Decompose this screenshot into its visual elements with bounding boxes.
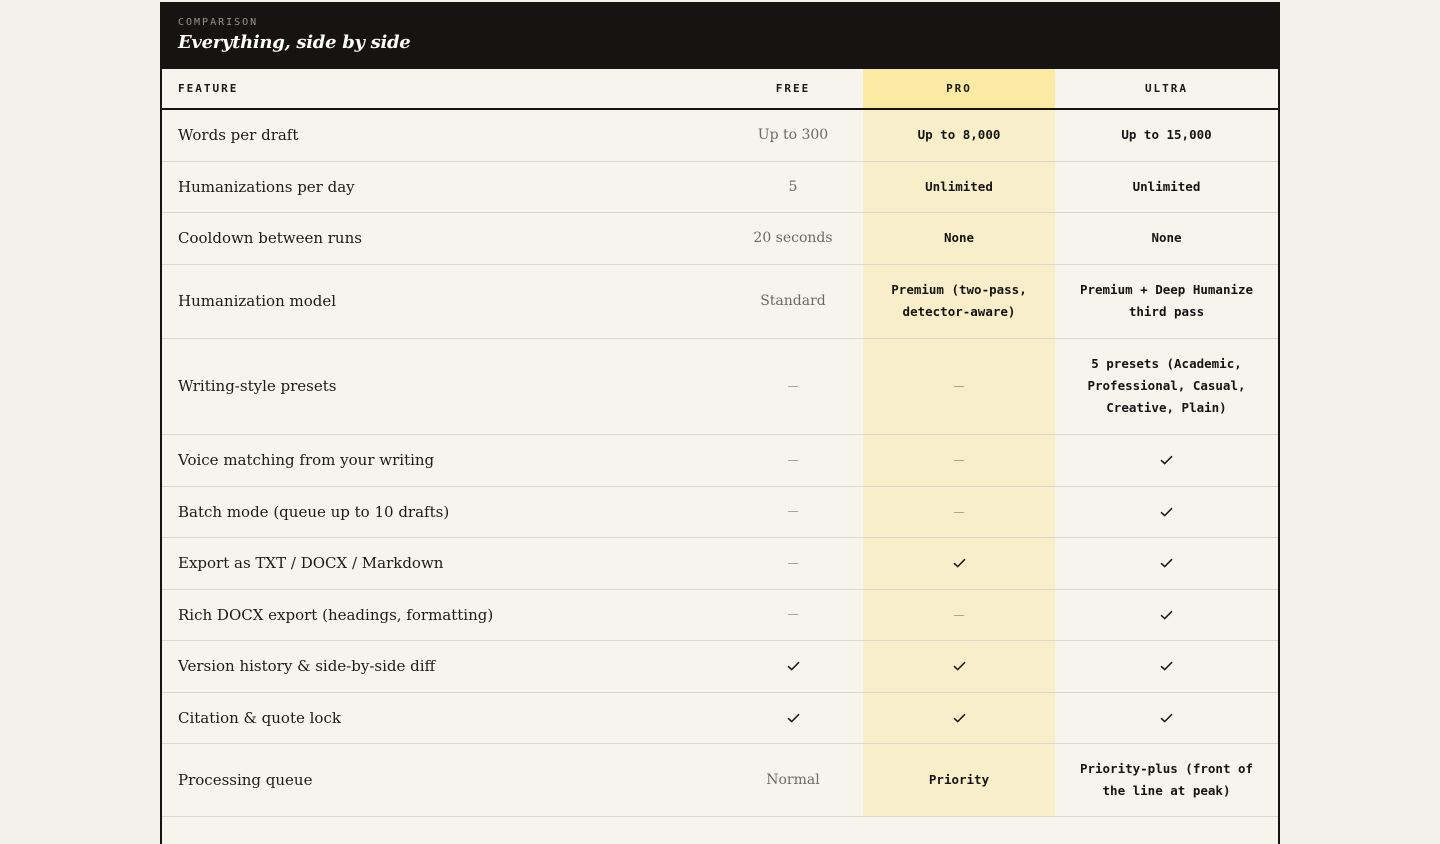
ultra-value: Unlimited xyxy=(1132,178,1201,194)
check-icon xyxy=(1055,507,1278,517)
pro-cell xyxy=(863,109,1055,161)
feature-label: Export as TXT / DOCX / Markdown xyxy=(162,537,723,589)
feature-label: Words per draft xyxy=(162,109,723,161)
not-included-dash xyxy=(788,511,798,512)
table-row xyxy=(162,161,1278,212)
pro-cell xyxy=(863,486,1055,537)
free-cell xyxy=(723,338,863,434)
table-row xyxy=(162,109,1278,161)
not-included-dash xyxy=(788,386,798,387)
ultra-cell xyxy=(1055,212,1278,264)
ultra-cell xyxy=(1055,109,1278,161)
ultra-cell xyxy=(1055,692,1278,743)
ultra-cell xyxy=(1055,486,1278,537)
pro-cell xyxy=(863,692,1055,743)
check-icon xyxy=(1055,661,1278,671)
ultra-cell xyxy=(1055,743,1278,816)
check-icon xyxy=(723,713,863,723)
column-header-feature: FEATURE xyxy=(162,69,723,109)
feature-label: Cooldown between runs xyxy=(162,212,723,264)
ultra-cell xyxy=(1055,161,1278,212)
section-title: Everything, side by side xyxy=(178,32,411,53)
column-header-ultra: ULTRA xyxy=(1055,69,1278,109)
check-icon xyxy=(1055,610,1278,620)
comparison-card xyxy=(160,2,1280,844)
feature-label: Version history & side-by-side diff xyxy=(162,640,723,692)
free-cell xyxy=(723,434,863,486)
pro-cell xyxy=(863,161,1055,212)
not-included-dash xyxy=(954,512,964,513)
ultra-value: Priority-plus (front of the line at peak) xyxy=(1079,760,1254,798)
ultra-cell xyxy=(1055,338,1278,434)
column-header-free: FREE xyxy=(723,69,863,109)
ultra-cell xyxy=(1055,264,1278,338)
ultra-value: 5 presets (Academic, Professional, Casual, Creative, Plain) xyxy=(1087,356,1246,415)
free-value: Standard xyxy=(760,293,826,309)
free-value: Up to 300 xyxy=(757,127,829,144)
table-row xyxy=(162,537,1278,589)
check-icon xyxy=(723,661,863,671)
free-value: 5 xyxy=(788,178,798,195)
pro-value: Unlimited xyxy=(925,178,993,194)
not-included-dash xyxy=(954,460,964,461)
check-icon xyxy=(863,661,1055,671)
pro-value: None xyxy=(943,230,975,245)
free-cell xyxy=(723,537,863,589)
free-cell xyxy=(723,640,863,692)
free-cell xyxy=(723,161,863,212)
table-row xyxy=(162,640,1278,692)
feature-label: Rich DOCX export (headings, formatting) xyxy=(162,589,723,640)
free-cell xyxy=(723,692,863,743)
table-row xyxy=(162,212,1278,264)
free-cell xyxy=(723,743,863,816)
pro-value: Up to 8,000 xyxy=(917,127,1001,143)
ultra-cell xyxy=(1055,434,1278,486)
table-row xyxy=(162,486,1278,537)
not-included-dash xyxy=(954,386,964,387)
feature-label: Humanization model xyxy=(162,264,723,338)
pro-value: Premium (two-pass, detector-aware) xyxy=(891,282,1027,319)
feature-label: Processing queue xyxy=(162,743,723,816)
free-cell xyxy=(723,589,863,640)
ultra-value: None xyxy=(1151,230,1182,245)
table-row xyxy=(162,338,1278,434)
ultra-value: Premium + Deep Humanize third pass xyxy=(1079,282,1254,319)
pro-cell xyxy=(863,537,1055,589)
table-row xyxy=(162,589,1278,640)
comparison-table xyxy=(162,69,1278,817)
feature-label: Humanizations per day xyxy=(162,161,723,212)
free-cell xyxy=(723,109,863,161)
ultra-cell xyxy=(1055,640,1278,692)
table-row xyxy=(162,264,1278,338)
free-value: Normal xyxy=(766,771,820,788)
feature-label: Writing-style presets xyxy=(162,338,723,434)
feature-label: Citation & quote lock xyxy=(162,692,723,743)
not-included-dash xyxy=(788,563,798,564)
table-row xyxy=(162,434,1278,486)
check-icon xyxy=(1055,455,1278,465)
free-cell xyxy=(723,264,863,338)
card-header xyxy=(162,4,1278,69)
pro-cell xyxy=(863,338,1055,434)
feature-label: Voice matching from your writing xyxy=(162,434,723,486)
table-row xyxy=(162,743,1278,816)
pro-cell xyxy=(863,743,1055,816)
check-icon xyxy=(863,713,1055,723)
pro-cell xyxy=(863,640,1055,692)
check-icon xyxy=(1055,558,1278,568)
column-header-pro: PRO xyxy=(863,69,1055,109)
pro-value: Priority xyxy=(928,771,990,787)
table-row xyxy=(162,692,1278,743)
free-cell xyxy=(723,486,863,537)
not-included-dash xyxy=(954,615,964,616)
not-included-dash xyxy=(788,614,798,615)
ultra-cell xyxy=(1055,537,1278,589)
ultra-cell xyxy=(1055,589,1278,640)
free-cell xyxy=(723,212,863,264)
pro-cell xyxy=(863,212,1055,264)
pro-cell xyxy=(863,434,1055,486)
not-included-dash xyxy=(788,460,798,461)
check-icon xyxy=(1055,713,1278,723)
table-header-row xyxy=(162,69,1278,109)
pro-cell xyxy=(863,589,1055,640)
free-value: 20 seconds xyxy=(753,230,833,246)
ultra-value: Up to 15,000 xyxy=(1121,127,1212,143)
section-eyebrow: COMPARISON xyxy=(178,17,259,28)
check-icon xyxy=(863,558,1055,568)
feature-label: Batch mode (queue up to 10 drafts) xyxy=(162,486,723,537)
pro-cell xyxy=(863,264,1055,338)
